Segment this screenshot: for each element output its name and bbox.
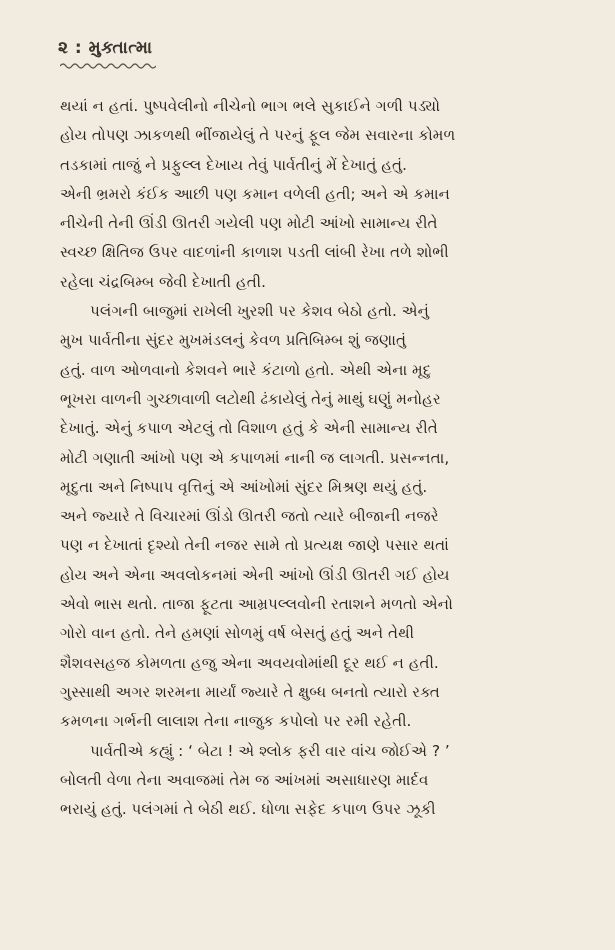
text-line: પાર્વતીએ કહ્યું : ‘ બેટા ! એ શ્લોક ફરી વાર વાંચ જોઈએ ? ’ bbox=[90, 741, 450, 760]
text-line: થયાં ન હતાં. પુષ્પવેલીનો નીચેનો ભાગ ભલે સુકાઈને ગળી પડ્યો bbox=[60, 97, 441, 115]
text-line: મૃદુતા અને નિષ્પાપ વૃત્તિનું એ આંખોમાં સુંદર મિશ્રણ થયું હતું. bbox=[60, 477, 428, 496]
text-line: પણ ન દેખાતાં દૃશ્યો તેની નજર સામે તો પ્રત્યક્ષ જાણે પસાર થતાં bbox=[60, 536, 449, 555]
text-line: નીચેની તેની ઊંડી ઊતરી ગયેલી પણ મોટી આંખો સામાન્ય રીતે bbox=[60, 214, 438, 233]
text-line: ગુસ્સાથી અગર શરમના માર્યાં જ્યારે તે ક્ષુબ્ધ બનતો ત્યારો રક્ત bbox=[60, 682, 440, 701]
text-line: દેખાતું. એનું કપાળ એટલું તો વિશાળ હતું કે એની સામાન્ય રીતે bbox=[60, 419, 438, 438]
running-head: ૨ : મુક્તાત્મા bbox=[58, 38, 153, 58]
decorative-underline bbox=[60, 62, 156, 70]
text-line: શૈશવસહજ કોમળતા હજુ એના અવયવોમાંથી દૂર થઈ ન હતી. bbox=[60, 653, 439, 672]
text-line: રહેલા ચંદ્રબિમ્બ જેવી દેખાતી હતી. bbox=[60, 272, 266, 291]
paragraph bbox=[60, 737, 580, 825]
text-line: એની ભ્રમરો કંઈક આછી પણ કમાન વળેલી હતી; અને એ કમાન bbox=[60, 184, 450, 203]
paragraph bbox=[60, 297, 580, 736]
text-line: કમળના ગર્ભની લાલાશ તેના નાજુક કપોલો પર રમી રહેતી. bbox=[60, 712, 412, 731]
text-line: સ્વચ્છ ક્ષિતિજ ઉપર વાદળાંની કાળાશ પડતી લાંબી રેખા તળે શોભી bbox=[60, 243, 449, 262]
text-line: તડકામાં તાજું ને પ્રફુલ્લ દેખાય તેવું પાર્વતીનું મેં દેખાતું હતું. bbox=[60, 155, 407, 174]
text-line: એવો ભાસ થતો. તાજા ફૂટતા આમ્રપલ્લવોની રતાશને મળતો એનો bbox=[60, 595, 453, 614]
text-line: અને જ્યારે તે વિચારમાં ઊંડો ઊતરી જતો ત્યારે બીજાની નજરે bbox=[60, 507, 439, 526]
text-line: હોય અને એના અવલોકનમાં એની આંખો ઊંડી ઊતરી ગઈ હોય bbox=[60, 565, 450, 584]
text-line: ગોરો વાન હતો. તેને હમણાં સોળમું વર્ષ બેસતું હતું અને તેથી bbox=[60, 624, 415, 643]
text-line: પલંગની બાજુમાં રાખેલી ખુરશી પર કેશવ બેઠો હતો. એનું bbox=[90, 302, 429, 321]
text-line: હોય તોપણ ઝાકળથી ભીંજાયેલું તે પરનું ફૂલ જેમ સવારના કોમળ bbox=[60, 126, 456, 145]
text-line: મુખ પાર્વતીના સુંદર મુખમંડલનું કેવળ પ્રતિબિમ્બ શું જણાતું bbox=[60, 331, 407, 350]
text-line: મોટી ગણાતી આંખો પણ એ કપાળમાં નાની જ લાગતી. પ્રસન્નતા, bbox=[60, 448, 450, 467]
body-text bbox=[60, 92, 580, 824]
text-line: હતું. વાળ ઓળવાનો કેશવને ભારે કંટાળો હતો. એથી એના મૃદુ bbox=[60, 360, 432, 379]
text-line: ભરાયું હતું. પલંગમાં તે બેઠી થઈ. ધોળા સફેદ કપાળ ઉપર ઝૂકી bbox=[60, 800, 436, 819]
text-line: ભૂખરા વાળની ગુચ્છાવાળી લટોથી ઢંકાયેલું તેનું માથું ઘણું મનોહર bbox=[60, 389, 441, 408]
text-line: બોલતી વેળા તેના અવાજમાં તેમ જ આંખમાં અસાધારણ માર્દવ bbox=[60, 770, 429, 789]
paragraph bbox=[60, 92, 580, 297]
